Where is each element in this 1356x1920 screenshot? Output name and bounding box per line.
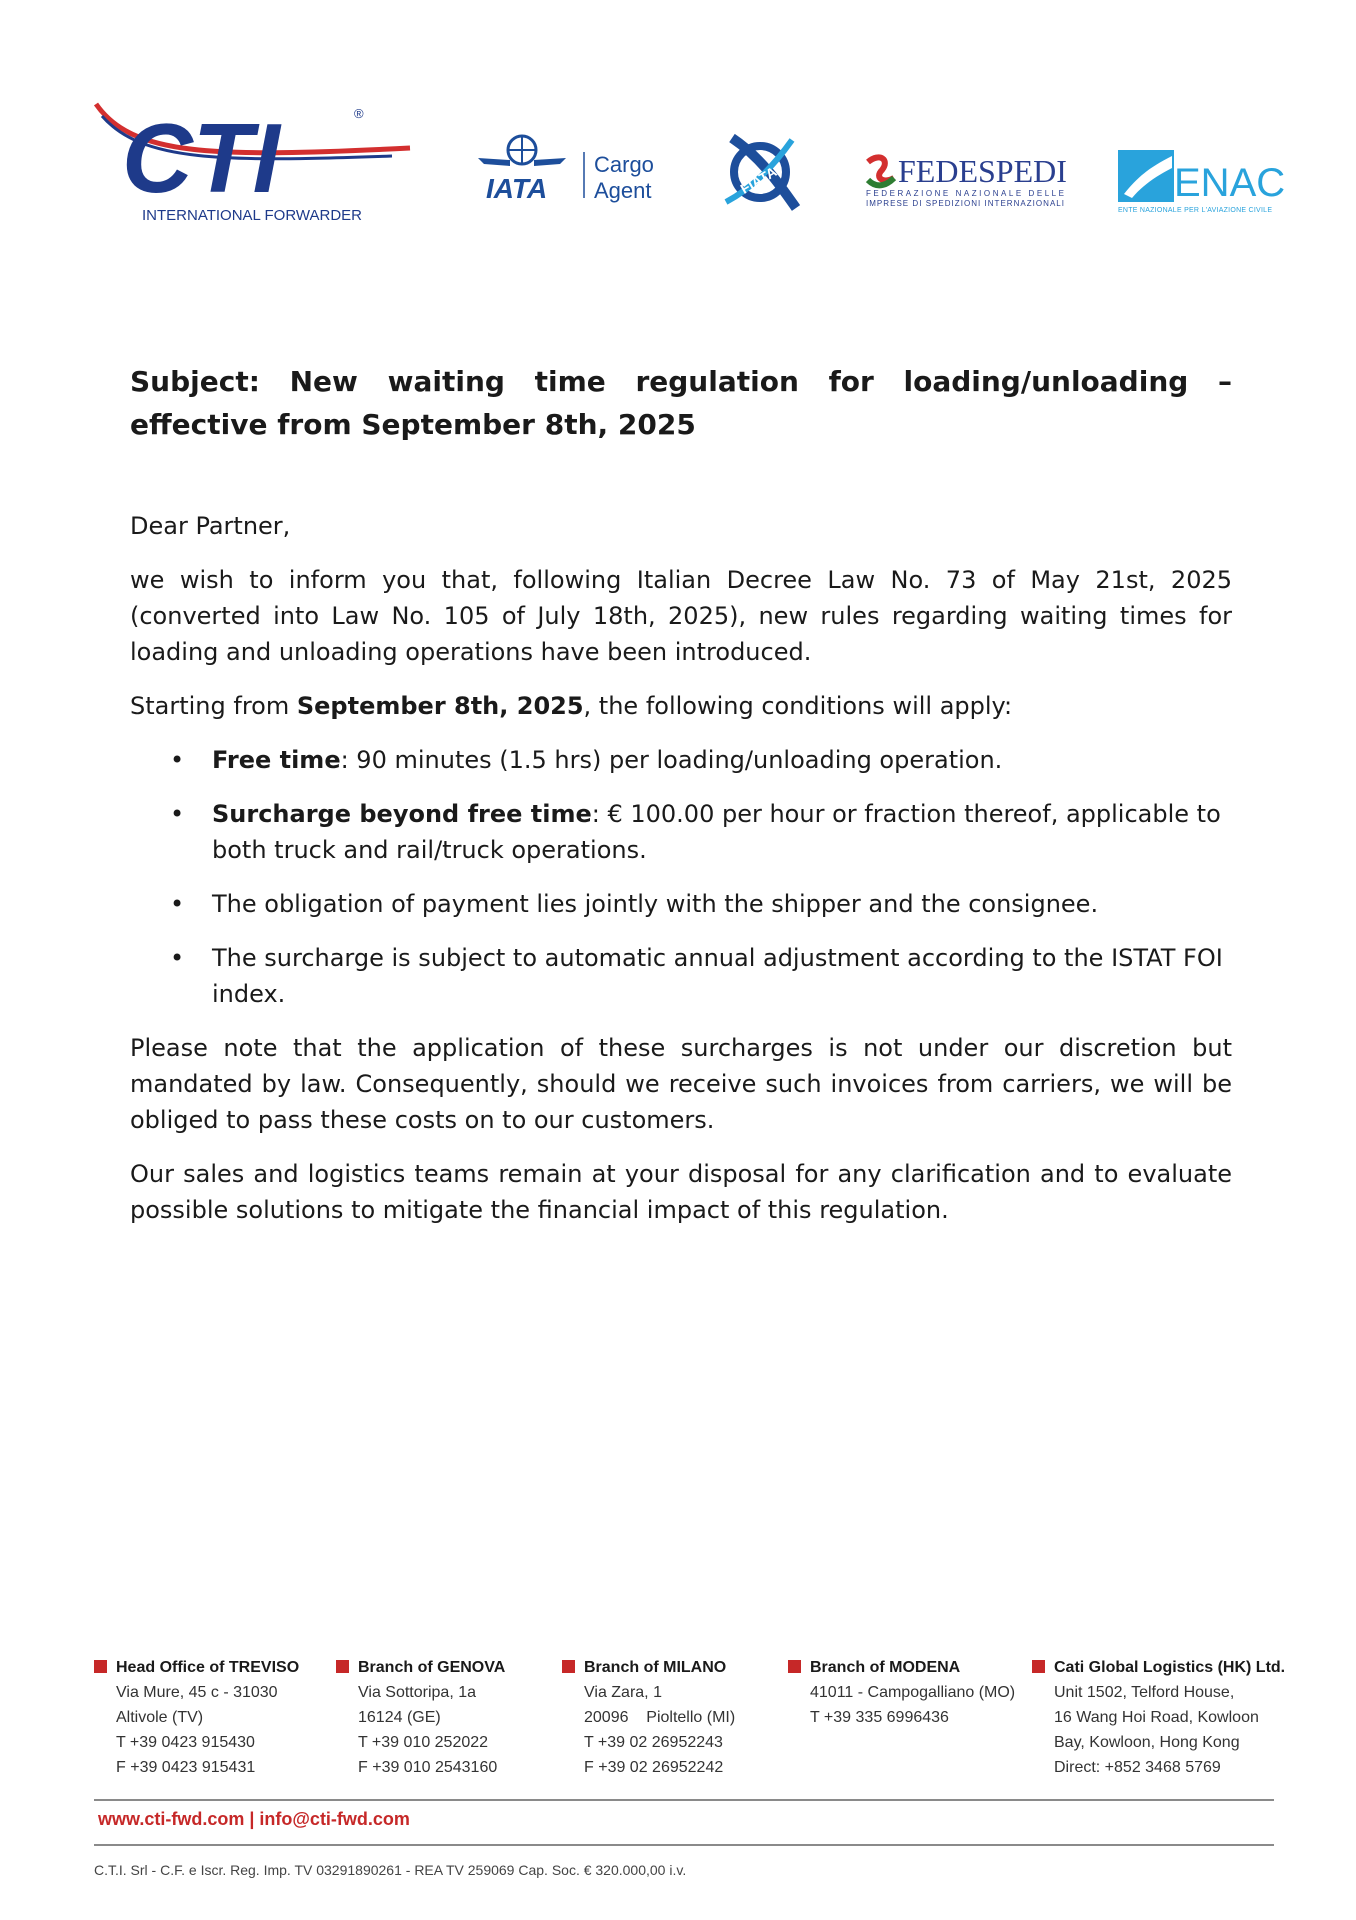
svg-text:Cargo: Cargo [594,152,654,177]
fiata-logo [712,128,808,216]
legal-notice: C.T.I. Srl - C.F. e Iscr. Reg. Imp. TV 03291890261 - REA TV 259069 Cap. Soc. € 320.000,00 i.v. [94,1862,687,1878]
svg-text:FIATA: FIATA [737,163,780,197]
svg-text:ENAC: ENAC [1174,161,1286,205]
greeting: Dear Partner, [130,512,291,540]
svg-text:FEDERAZIONE NAZIONALE DELLE: FEDERAZIONE NAZIONALE DELLE [866,189,1064,198]
enac-logo [1118,146,1286,216]
svg-text:IMPRESE DI SPEDIZIONI INTERNAZ: IMPRESE DI SPEDIZIONI INTERNAZIONALI [866,199,1064,208]
list-item: • Surcharge beyond free time: € 100.00 per hour or fraction thereof, applicable to both truck and rail/truck operations. [170,800,1221,864]
list-item: • The surcharge is subject to automatic annual adjustment according to the ISTAT FOI index. [170,944,1223,1008]
footer-divider [94,1799,1274,1801]
iata-cargo-agent-logo [474,132,654,206]
svg-text:IATA: IATA [486,173,548,204]
effective-date: September 8th, 2025 [296,692,584,720]
conditions-list [130,742,1232,1012]
starting-paragraph: Starting from September 8th, 2025, the following conditions will apply: [130,692,1013,720]
intro-paragraph: we wish to inform you that, following Italian Decree Law No. 73 of May 21st, 2025 (converted into Law No. 105 of July 18th, 2025), new rules regarding waiting times for loading and unloading operations have been introduced. [130,566,1232,666]
office-genova: Branch of GENOVA Via Sottoripa, 1a 16124 (GE) T +39 010 252022 F +39 010 2543160 [336,1656,505,1780]
svg-text:Agent: Agent [594,178,652,203]
website-link[interactable]: www.cti-fwd.com [98,1809,245,1829]
email-link[interactable]: info@cti-fwd.com [259,1809,410,1829]
office-hong-kong: Cati Global Logistics (HK) Ltd. Unit 1502, Telford House, 16 Wang Hoi Road, Kowloon Bay, Kowloon, Hong Kong Direct: +852 3468 5769 [1032,1656,1285,1780]
fedespedi-logo [864,150,1070,210]
svg-text:ENTE NAZIONALE PER L'AVIAZIONE: ENTE NAZIONALE PER L'AVIAZIONE CIVILE [1118,207,1272,214]
office-modena: Branch of MODENA 41011 - Campogalliano (MO) T +39 335 6996436 [788,1656,1015,1730]
footer-divider [94,1844,1274,1846]
cti-logo [92,96,412,228]
list-item: • The obligation of payment lies jointly with the shipper and the consignee. [170,890,1099,918]
cti-wordmark: CTI [122,103,280,213]
svg-text:FEDESPEDI: FEDESPEDI [898,153,1067,189]
logo-bar [0,0,1356,260]
letter-body [130,360,1232,1246]
office-addresses [94,1656,1286,1786]
note-paragraph: Please note that the application of these surcharges is not under our discretion but mandated by law. Consequently, should we receive such invoices from carriers, we will be obliged to pass these costs on to our customers. [130,1034,1232,1134]
list-item: • Free time: 90 minutes (1.5 hrs) per loading/unloading operation. [170,746,1003,774]
closing-paragraph: Our sales and logistics teams remain at your disposal for any clarification and to evaluate possible solutions to mitigate the financial impact of this regulation. [130,1160,1232,1224]
office-milano: Branch of MILANO Via Zara, 1 20096 Pioltello (MI) T +39 02 26952243 F +39 02 26952242 [562,1656,735,1780]
subject-line: Subject: New waiting time regulation for loading/unloading – effective from September 8th, 2025 [130,365,1232,441]
svg-text:®: ® [354,106,364,121]
office-treviso: Head Office of TREVISO Via Mure, 45 c - 31030 Altivole (TV) T +39 0423 915430 F +39 0423 915431 [94,1656,299,1780]
cti-tagline: INTERNATIONAL FORWARDER [142,207,363,224]
contact-links: www.cti-fwd.com | info@cti-fwd.com [98,1809,410,1829]
